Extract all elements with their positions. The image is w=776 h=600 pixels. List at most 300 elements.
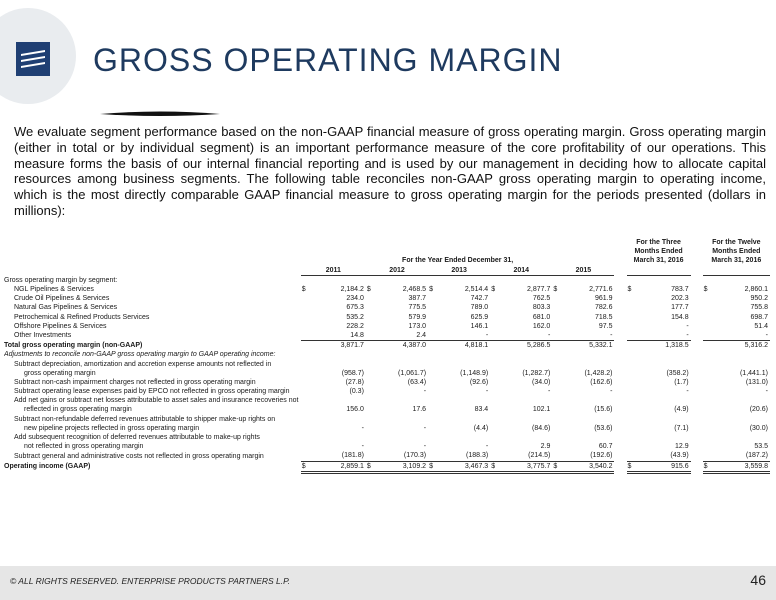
value-cell: 3,467.3: [438, 461, 490, 472]
page-number: 46: [750, 572, 766, 588]
currency-symbol: $: [490, 461, 500, 472]
currency-symbol: [703, 331, 713, 341]
currency-symbol: [627, 313, 637, 322]
value-cell: (27.8): [345, 378, 364, 386]
currency-symbol: $: [429, 286, 433, 294]
currency-symbol: [627, 378, 637, 387]
value-cell: 789.0: [470, 304, 489, 312]
value-cell: -: [765, 331, 768, 339]
value-cell: 915.6: [637, 461, 691, 472]
currency-symbol: $: [301, 286, 306, 294]
row-label: not reflected in gross operating margin: [24, 443, 144, 451]
value-cell: 12.9: [675, 443, 689, 451]
value-cell: 950.2: [750, 295, 768, 303]
value-cell: 2,771.6: [589, 286, 613, 294]
row-label: Operating income (GAAP): [4, 463, 91, 471]
value-cell: (181.8): [341, 452, 364, 460]
value-cell: -: [423, 388, 427, 396]
currency-symbol: [552, 331, 562, 341]
year-header-row: [4, 266, 770, 276]
value-cell: 803.3: [532, 304, 551, 312]
currency-symbol: [627, 294, 637, 303]
currency-symbol: [703, 424, 713, 433]
column-gap: [691, 285, 703, 294]
header-gap: [614, 238, 626, 247]
currency-symbol: [703, 378, 713, 387]
currency-symbol: [366, 451, 376, 461]
currency-symbol: [428, 313, 438, 322]
currency-symbol: [703, 387, 713, 396]
table-row: [4, 285, 770, 294]
table-row: [4, 341, 770, 351]
three-months-header: Months Ended: [634, 248, 683, 256]
currency-symbol: [428, 378, 438, 387]
table-row: [4, 313, 770, 322]
currency-symbol: [301, 322, 311, 331]
value-cell: 2.9: [540, 443, 551, 451]
header-gap: [691, 238, 703, 247]
value-cell: 961.9: [594, 295, 613, 303]
value-cell: -: [361, 443, 364, 451]
column-gap: [691, 294, 703, 303]
currency-symbol: [490, 294, 500, 303]
currency-symbol: [552, 341, 562, 351]
column-gap: [614, 442, 626, 451]
year-group-header: [301, 247, 615, 256]
table-row: [4, 424, 770, 433]
row-label: Crude Oil Pipelines & Services: [14, 295, 110, 303]
currency-symbol: [703, 322, 713, 331]
currency-symbol: [366, 378, 376, 387]
currency-symbol: [627, 405, 637, 414]
row-label: Other Investments: [14, 332, 72, 340]
twelve-months-header: March 31, 2016: [711, 257, 762, 265]
currency-symbol: [627, 341, 637, 351]
value-cell: 51.4: [754, 322, 768, 330]
value-cell: -: [423, 424, 427, 432]
value-cell: 3,775.7: [500, 461, 552, 472]
currency-symbol: [301, 369, 311, 378]
value-cell: (162.6): [590, 378, 613, 386]
header-gap: [691, 247, 703, 256]
value-cell: 14.8: [350, 331, 364, 339]
row-label: reflected in gross operating margin: [24, 406, 132, 414]
column-gap: [691, 322, 703, 331]
table-row: [4, 405, 770, 414]
table-header-row: [4, 238, 770, 247]
table-row: [4, 378, 770, 387]
value-cell: 5,316.2: [713, 341, 770, 351]
currency-symbol: [552, 369, 562, 378]
year-header: 2014: [490, 266, 552, 276]
currency-symbol: $: [627, 461, 637, 472]
year-header: 2011: [301, 266, 366, 276]
value-cell: 2,468.5: [402, 286, 427, 294]
column-gap: [691, 451, 703, 461]
row-label: Gross operating margin by segment:: [4, 276, 118, 284]
value-cell: 3,559.8: [713, 461, 770, 472]
row-label: NGL Pipelines & Services: [14, 286, 94, 294]
twelve-months-header: For the Twelve: [712, 239, 761, 247]
value-cell: (20.6): [749, 406, 768, 414]
column-gap: [691, 303, 703, 312]
value-cell: 2,860.1: [744, 286, 768, 294]
currency-symbol: $: [703, 461, 713, 472]
value-cell: 3,109.2: [376, 461, 428, 472]
currency-symbol: [490, 387, 500, 396]
value-cell: 228.2: [346, 322, 364, 330]
currency-symbol: [552, 378, 562, 387]
value-cell: (958.7): [341, 369, 364, 377]
value-cell: 1,318.5: [637, 341, 691, 351]
table-row: [4, 294, 770, 303]
value-cell: -: [485, 331, 489, 339]
currency-symbol: [490, 341, 500, 351]
currency-symbol: [627, 424, 637, 433]
table-row: [4, 275, 770, 285]
value-cell: (53.6): [594, 424, 613, 432]
currency-symbol: [627, 387, 637, 396]
currency-symbol: [428, 369, 438, 378]
currency-symbol: [301, 294, 311, 303]
currency-symbol: [552, 442, 562, 451]
value-cell: (188.3): [466, 452, 489, 460]
value-cell: -: [610, 331, 613, 339]
column-gap: [614, 378, 626, 387]
currency-symbol: $: [491, 286, 496, 294]
table-row: [4, 415, 770, 424]
currency-symbol: $: [366, 286, 371, 294]
value-cell: 782.6: [594, 304, 613, 312]
value-cell: (187.2): [745, 452, 768, 460]
header-spacer: [4, 266, 301, 276]
value-cell: (92.6): [469, 378, 489, 386]
row-label: new pipeline projects reflected in gross operating margin: [24, 424, 200, 432]
column-gap: [691, 424, 703, 433]
page-title: GROSS OPERATING MARGIN: [93, 42, 563, 78]
currency-symbol: [366, 341, 376, 351]
value-cell: (34.0): [532, 378, 551, 386]
currency-symbol: [552, 451, 562, 461]
row-label: gross operating margin: [24, 369, 96, 377]
currency-symbol: [627, 322, 637, 331]
row-label: Total gross operating margin (non-GAAP): [4, 341, 143, 349]
row-label: Subtract depreciation, amortization and accretion expense amounts not reflected in: [14, 360, 272, 368]
currency-symbol: [428, 387, 438, 396]
column-gap: [691, 378, 703, 387]
value-cell: (1,061.7): [398, 369, 427, 377]
table-header-row: [4, 247, 770, 256]
value-cell: -: [610, 388, 613, 396]
currency-symbol: $: [553, 286, 558, 294]
value-cell: (192.6): [590, 452, 613, 460]
column-gap: [614, 294, 626, 303]
value-cell: (1,282.7): [522, 369, 551, 377]
column-gap: [614, 322, 626, 331]
twelve-months-underline: [703, 266, 770, 276]
value-cell: 60.7: [598, 443, 613, 451]
column-gap: [691, 442, 703, 451]
currency-symbol: [490, 378, 500, 387]
currency-symbol: [301, 341, 311, 351]
currency-symbol: [552, 322, 562, 331]
currency-symbol: [490, 331, 500, 341]
header-gap: [691, 266, 703, 276]
column-gap: [614, 405, 626, 414]
value-cell: -: [686, 322, 689, 330]
currency-symbol: [428, 303, 438, 312]
value-cell: 4,387.0: [376, 341, 428, 351]
value-cell: (30.0): [749, 424, 768, 432]
value-cell: 755.8: [750, 304, 768, 312]
value-cell: 579.9: [408, 313, 427, 321]
column-gap: [691, 313, 703, 322]
column-gap: [614, 341, 626, 351]
table-header-row: [4, 256, 770, 265]
value-cell: (131.0): [745, 378, 768, 386]
three-months-header: For the Three: [636, 239, 681, 247]
currency-symbol: [366, 331, 376, 341]
currency-symbol: [301, 451, 311, 461]
row-label: Add subsequent recognition of deferred revenues attributable to make-up rights: [14, 434, 260, 442]
year-header: 2012: [366, 266, 428, 276]
currency-symbol: [301, 313, 311, 322]
value-cell: -: [765, 388, 768, 396]
currency-symbol: [301, 303, 311, 312]
value-cell: 234.0: [346, 295, 364, 303]
value-cell: 156.0: [346, 406, 364, 414]
currency-symbol: [552, 294, 562, 303]
value-cell: -: [548, 388, 551, 396]
year-header: 2013: [428, 266, 490, 276]
currency-symbol: [490, 322, 500, 331]
column-gap: [614, 451, 626, 461]
value-cell: 53.5: [754, 443, 768, 451]
row-label: Adjustments to reconcile non-GAAP gross operating margin to GAAP operating income:: [4, 351, 276, 359]
value-cell: -: [548, 331, 551, 339]
currency-symbol: [366, 424, 376, 433]
currency-symbol: [703, 451, 713, 461]
column-gap: [691, 461, 703, 472]
currency-symbol: [703, 369, 713, 378]
currency-symbol: [301, 405, 311, 414]
year-group-header: For the Year Ended December 31,: [402, 257, 514, 265]
row-label: Natural Gas Pipelines & Services: [14, 304, 118, 312]
currency-symbol: [366, 442, 376, 451]
value-cell: 698.7: [750, 313, 768, 321]
value-cell: 718.5: [594, 313, 613, 321]
three-months-underline: [627, 266, 691, 276]
twelve-months-header: Months Ended: [712, 248, 761, 256]
value-cell: (214.5): [528, 452, 551, 460]
column-gap: [614, 313, 626, 322]
table-row: [4, 442, 770, 451]
currency-symbol: [703, 294, 713, 303]
currency-symbol: [627, 442, 637, 451]
currency-symbol: [366, 294, 376, 303]
currency-symbol: [703, 442, 713, 451]
column-gap: [691, 331, 703, 341]
currency-symbol: $: [703, 286, 708, 294]
currency-symbol: [428, 341, 438, 351]
header-gap: [614, 266, 626, 276]
row-label: Subtract non-cash impairment charges not reflected in gross operating margin: [14, 378, 256, 386]
currency-symbol: [490, 303, 500, 312]
year-header: 2015: [552, 266, 614, 276]
currency-symbol: [627, 303, 637, 312]
value-cell: (15.6): [594, 406, 613, 414]
row-label: Subtract non-refundable deferred revenues attributable to shipper make-up rights on: [14, 415, 276, 423]
value-cell: 202.3: [671, 295, 689, 303]
value-cell: -: [423, 443, 427, 451]
value-cell: 681.0: [532, 313, 551, 321]
column-gap: [614, 331, 626, 341]
value-cell: 2,514.4: [464, 286, 489, 294]
header-gap: [614, 247, 626, 256]
value-cell: (1,428.2): [584, 369, 613, 377]
table-row: [4, 359, 770, 368]
currency-symbol: [627, 331, 637, 341]
value-cell: (170.3): [403, 452, 427, 460]
column-gap: [614, 461, 626, 472]
currency-symbol: [490, 442, 500, 451]
reconciliation-table: [4, 238, 770, 474]
currency-symbol: [366, 387, 376, 396]
currency-symbol: [552, 313, 562, 322]
company-logo-icon: [16, 42, 50, 76]
currency-symbol: [428, 442, 438, 451]
value-cell: 2,859.1: [311, 461, 366, 472]
value-cell: -: [686, 388, 689, 396]
value-cell: (4.4): [473, 424, 489, 432]
intro-paragraph: We evaluate segment performance based on the non-GAAP financial measure of gross operating margin. Gross operating margin (either in total or by individual segment) is an important performance measure of the core profitability of our operations. This measure forms the basis of our internal financial reporting and is used by our management in deciding how to allocate capital resources among business segments. The following table reconciles non-GAAP gross operating margin to operating income, which is the most directly comparable GAAP financial measure to gross operating margin for the periods presented (dollars in millions):: [14, 124, 766, 218]
currency-symbol: $: [301, 461, 311, 472]
currency-symbol: [366, 322, 376, 331]
table-row: [4, 350, 770, 359]
value-cell: 742.7: [470, 295, 489, 303]
value-cell: 4,818.1: [438, 341, 490, 351]
value-cell: (84.6): [532, 424, 551, 432]
reconciliation-table-container: [4, 238, 770, 474]
currency-symbol: [490, 451, 500, 461]
currency-symbol: [552, 387, 562, 396]
value-cell: 162.0: [532, 322, 551, 330]
currency-symbol: [552, 303, 562, 312]
value-cell: (1.7): [674, 378, 689, 386]
currency-symbol: [366, 369, 376, 378]
value-cell: (1,148.9): [460, 369, 489, 377]
table-row: [4, 303, 770, 312]
value-cell: (0.3): [349, 388, 364, 396]
currency-symbol: $: [627, 286, 632, 294]
currency-symbol: [301, 331, 311, 341]
currency-symbol: $: [366, 461, 376, 472]
currency-symbol: $: [428, 461, 438, 472]
column-gap: [691, 405, 703, 414]
copyright-text: © ALL RIGHTS RESERVED. ENTERPRISE PRODUCTS PARTNERS L.P.: [10, 576, 291, 586]
value-cell: 535.2: [346, 313, 364, 321]
column-gap: [614, 424, 626, 433]
currency-symbol: [301, 378, 311, 387]
column-gap: [614, 285, 626, 294]
value-cell: (4.9): [674, 406, 689, 414]
header-gap: [614, 256, 626, 265]
currency-symbol: [301, 442, 311, 451]
header-spacer: [4, 247, 301, 256]
value-cell: 783.7: [671, 286, 689, 294]
value-cell: 387.7: [408, 295, 427, 303]
table-row: [4, 369, 770, 378]
currency-symbol: [301, 387, 311, 396]
value-cell: 5,332.1: [562, 341, 614, 351]
table-row: [4, 387, 770, 396]
currency-symbol: [366, 303, 376, 312]
column-gap: [691, 369, 703, 378]
table-row: [4, 461, 770, 472]
value-cell: 154.8: [671, 313, 689, 321]
value-cell: (43.9): [670, 452, 689, 460]
currency-symbol: [428, 331, 438, 341]
currency-symbol: [490, 424, 500, 433]
currency-symbol: [703, 313, 713, 322]
title-underline-swoosh: [100, 109, 220, 119]
value-cell: 675.3: [346, 304, 364, 312]
currency-symbol: [703, 303, 713, 312]
currency-symbol: [428, 405, 438, 414]
header-spacer: [4, 256, 301, 265]
three-months-header: March 31, 2016: [633, 257, 684, 265]
column-gap: [614, 387, 626, 396]
value-cell: (358.2): [666, 369, 689, 377]
column-gap: [691, 387, 703, 396]
currency-symbol: $: [552, 461, 562, 472]
value-cell: 2,877.7: [526, 286, 551, 294]
table-row: [4, 451, 770, 461]
table-row: [4, 322, 770, 331]
currency-symbol: [552, 405, 562, 414]
value-cell: -: [361, 424, 364, 432]
value-cell: (7.1): [674, 424, 689, 432]
currency-symbol: [703, 341, 713, 351]
value-cell: -: [485, 388, 489, 396]
column-gap: [614, 369, 626, 378]
table-row: [4, 433, 770, 442]
value-cell: 5,286.5: [500, 341, 552, 351]
currency-symbol: [428, 322, 438, 331]
currency-symbol: [627, 369, 637, 378]
value-cell: 2,184.2: [340, 286, 364, 294]
table-row: [4, 331, 770, 341]
table-row: [4, 396, 770, 405]
currency-symbol: [703, 405, 713, 414]
value-cell: 625.9: [470, 313, 489, 321]
currency-symbol: [490, 313, 500, 322]
value-cell: -: [686, 331, 689, 339]
currency-symbol: [301, 424, 311, 433]
currency-symbol: [627, 451, 637, 461]
value-cell: 173.0: [408, 322, 427, 330]
currency-symbol: [366, 405, 376, 414]
header-spacer: [4, 238, 301, 247]
value-cell: 97.5: [598, 322, 613, 330]
value-cell: 2.4: [416, 331, 427, 339]
row-label: Subtract operating lease expenses paid by EPCO not reflected in gross operating margin: [14, 388, 290, 396]
currency-symbol: [428, 294, 438, 303]
value-cell: 3,871.7: [311, 341, 366, 351]
value-cell: 762.5: [532, 295, 551, 303]
value-cell: 775.5: [408, 304, 427, 312]
value-cell: 3,540.2: [562, 461, 614, 472]
